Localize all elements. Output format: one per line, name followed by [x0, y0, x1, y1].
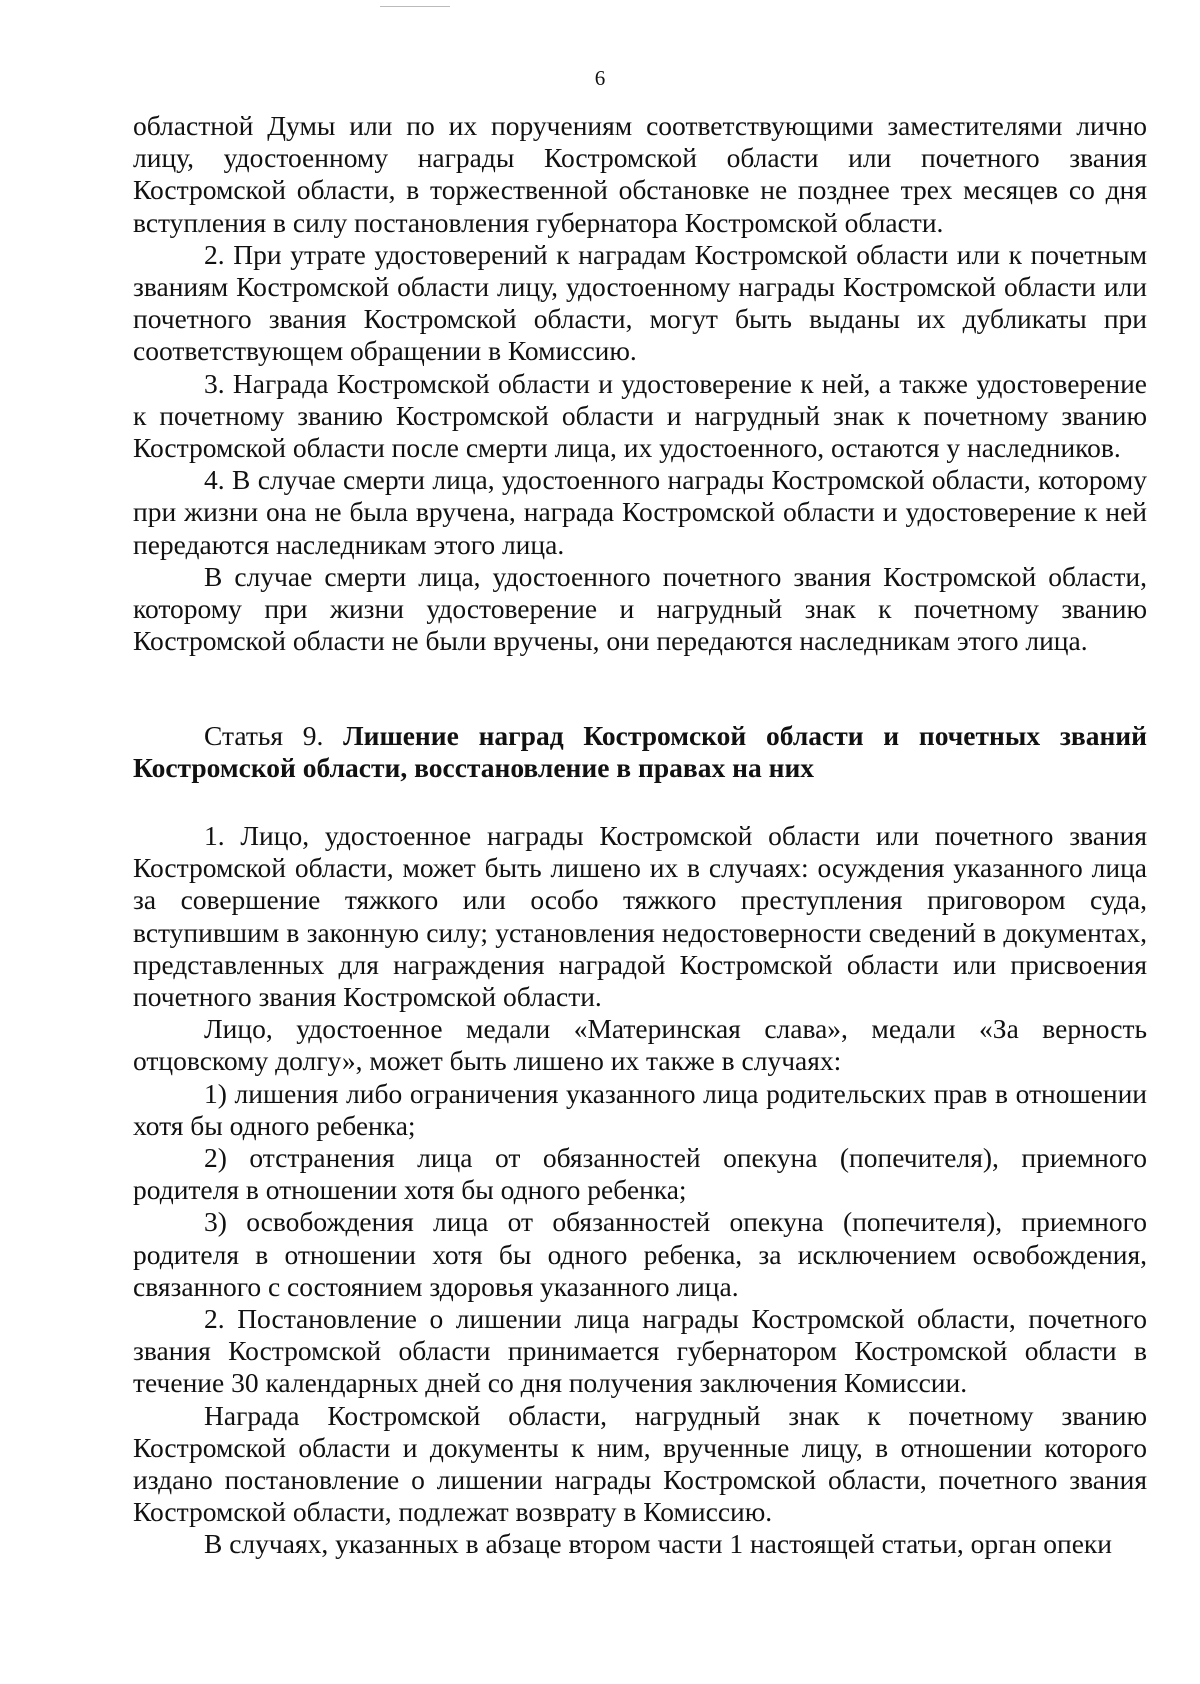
article-title: Лишение наград Костромской области и почетных званий Костромской области, восстановление в правах на них — [133, 720, 1147, 784]
text-block-bottom — [133, 820, 1147, 1561]
scan-artifact — [380, 6, 450, 7]
article-label: Статья 9. — [204, 720, 324, 751]
article-heading-block — [133, 720, 1147, 784]
paragraph: 2. При утрате удостоверений к наградам Костромской области или к почетным званиям Костромской области лицу, удостоенному награды Костромской области или почетного звания Костромской области, могут быть выданы их дубликаты при соответствующем обращении в Комиссию. — [133, 238, 1147, 367]
list-item: 3) освобождения лица от обязанностей опекуна (попечителя), приемного родителя в отношении хотя бы одного ребенка, за исключением освобождения, связанного с состоянием здоровья указанного лица. — [133, 1206, 1147, 1302]
text-block-top — [133, 110, 1147, 657]
paragraph: 3. Награда Костромской области и удостоверение к ней, а также удостоверение к почетному званию Костромской области и нагрудный знак к почетному званию Костромской области после смерти лица, их удостоенного, остаются у наследников. — [133, 367, 1147, 464]
paragraph: 4. В случае смерти лица, удостоенного награды Костромской области, которому при жизни она не была вручена, награда Костромской области и удостоверение к ней передаются наследникам этого лица. — [133, 464, 1147, 560]
page-number: 6 — [594, 66, 606, 90]
paragraph: Лицо, удостоенное медали «Материнская слава», медали «За верность отцовскому долгу», может быть лишено их также в случаях: — [133, 1013, 1147, 1077]
list-item: 2) отстранения лица от обязанностей опекуна (попечителя), приемного родителя в отношении хотя бы одного ребенка; — [133, 1142, 1147, 1206]
paragraph: Награда Костромской области, нагрудный знак к почетному званию Костромской области и документы к ним, врученные лицу, в отношении которого издано постановление о лишении награды Костромской области, почетного звания Костромской области, подлежат возврату в Комиссию. — [133, 1399, 1147, 1528]
article-heading — [133, 720, 1147, 784]
paragraph: 1. Лицо, удостоенное награды Костромской области или почетного звания Костромской области, может быть лишено их в случаях: осуждения указанного лица за совершение тяжкого или особо тяжкого преступления приговором суда, вступившим в законную силу; установления недостоверности сведений в документах, представленных для награждения наградой Костромской области или присвоения почетного звания Костромской области. — [133, 820, 1147, 1013]
list-item: 1) лишения либо ограничения указанного лица родительских прав в отношении хотя бы одного ребенка; — [133, 1077, 1147, 1141]
paragraph: 2. Постановление о лишении лица награды Костромской области, почетного звания Костромской области принимается губернатором Костромской области в течение 30 календарных дней со дня получения заключения Комиссии. — [133, 1303, 1147, 1399]
paragraph: В случае смерти лица, удостоенного почетного звания Костромской области, которому при жизни удостоверение и нагрудный знак к почетному званию Костромской области не были вручены, они передаются наследникам этого лица. — [133, 560, 1147, 657]
paragraph: В случаях, указанных в абзаце втором части 1 настоящей статьи, орган опеки — [204, 1528, 1112, 1560]
paragraph: областной Думы или по их поручениям соответствующими заместителями лично лицу, удостоенному награды Костромской области или почетного звания Костромской области, в торжественной обстановке не позднее трех месяцев со дня вступления в силу постановления губернатора Костромской области. — [133, 110, 1147, 238]
